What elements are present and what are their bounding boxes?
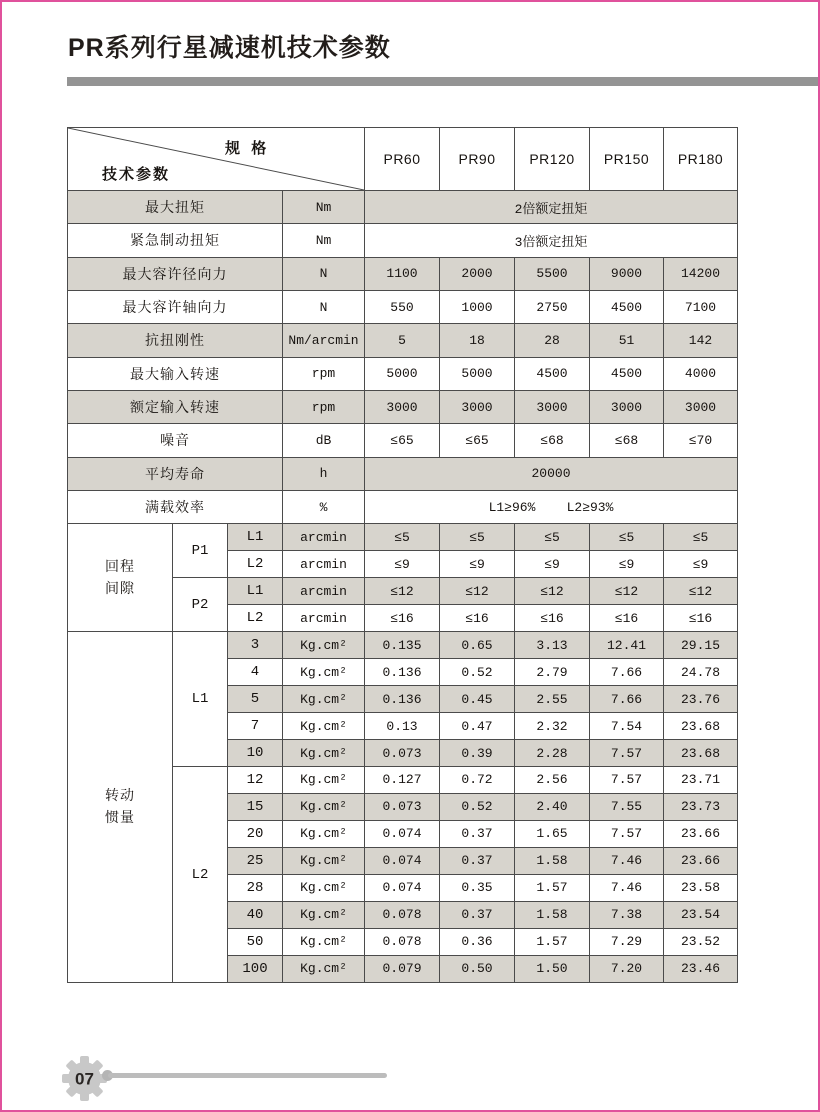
value-cell: 1.58 [515, 901, 590, 928]
inertia-row [68, 632, 738, 659]
footer-rule-line [108, 1073, 387, 1078]
param-label-cell: 最大扭矩 [68, 191, 283, 224]
value-cell: 2750 [515, 290, 590, 323]
value-cell: 0.074 [365, 847, 440, 874]
value-cell: 7.57 [590, 820, 664, 847]
value-cell: 0.39 [440, 740, 515, 767]
value-cell: ≤12 [365, 578, 440, 605]
value-cell: 0.37 [440, 901, 515, 928]
value-cell: 2.32 [515, 713, 590, 740]
value-cell: 2.40 [515, 793, 590, 820]
value-cell: 23.73 [664, 793, 738, 820]
unit-cell: Nm [283, 224, 365, 257]
value-cell: ≤5 [440, 524, 515, 551]
value-cell: ≤16 [365, 605, 440, 632]
value-cell: 0.45 [440, 686, 515, 713]
unit-cell: Kg.cm² [283, 767, 365, 794]
ratio-cell: 3 [228, 632, 283, 659]
value-cell: 12.41 [590, 632, 664, 659]
ratio-cell: 10 [228, 740, 283, 767]
value-cell: ≤9 [664, 551, 738, 578]
value-cell: 3000 [664, 390, 738, 423]
value-cell: ≤12 [664, 578, 738, 605]
value-cell: 0.079 [365, 955, 440, 982]
spec-row [68, 191, 738, 224]
value-cell: ≤16 [664, 605, 738, 632]
value-cell: ≤9 [440, 551, 515, 578]
corner-spec-label: 规 格 [225, 139, 270, 157]
corner-param-label: 技术参数 [102, 165, 171, 183]
value-cell: 2000 [440, 257, 515, 290]
value-cell: ≤12 [515, 578, 590, 605]
value-cell: 2.28 [515, 740, 590, 767]
gear-icon [61, 1055, 108, 1102]
value-cell: 0.72 [440, 767, 515, 794]
value-cell: ≤5 [590, 524, 664, 551]
value-cell: 0.37 [440, 847, 515, 874]
value-cell: 7100 [664, 290, 738, 323]
ratio-cell: 5 [228, 686, 283, 713]
param-label-cell: 最大输入转速 [68, 357, 283, 390]
spec-table [67, 127, 738, 983]
unit-cell: rpm [283, 357, 365, 390]
unit-cell: Kg.cm² [283, 928, 365, 955]
value-cell: ≤16 [515, 605, 590, 632]
value-cell: ≤68 [515, 424, 590, 457]
value-cell: 18 [440, 324, 515, 357]
value-cell: 3000 [440, 390, 515, 423]
value-cell: 23.76 [664, 686, 738, 713]
value-cell: 0.52 [440, 659, 515, 686]
spec-row [68, 324, 738, 357]
value-cell: 0.47 [440, 713, 515, 740]
param-label-cell: 额定输入转速 [68, 390, 283, 423]
param-label-cell: 噪音 [68, 424, 283, 457]
value-cell: 0.078 [365, 901, 440, 928]
value-cell: 1100 [365, 257, 440, 290]
model-header-cell: PR120 [515, 128, 590, 191]
ratio-cell: 25 [228, 847, 283, 874]
unit-cell: Kg.cm² [283, 740, 365, 767]
unit-cell: Kg.cm² [283, 713, 365, 740]
value-cell: 0.136 [365, 686, 440, 713]
value-cell: 23.54 [664, 901, 738, 928]
value-cell: 5000 [365, 357, 440, 390]
value-cell: 7.46 [590, 874, 664, 901]
unit-cell: rpm [283, 390, 365, 423]
unit-cell: Kg.cm² [283, 793, 365, 820]
ratio-cell: 20 [228, 820, 283, 847]
merged-value-cell: L1≥96% L2≥93% [365, 490, 738, 523]
value-cell: 23.58 [664, 874, 738, 901]
value-cell: ≤12 [590, 578, 664, 605]
stage-cell: L2 [228, 551, 283, 578]
value-cell: ≤5 [664, 524, 738, 551]
value-cell: 2.55 [515, 686, 590, 713]
spec-row [68, 290, 738, 323]
value-cell: 2.56 [515, 767, 590, 794]
value-cell: 7.66 [590, 686, 664, 713]
section-label-line: 间隙 [105, 580, 135, 597]
value-cell: ≤70 [664, 424, 738, 457]
ratio-cell: 28 [228, 874, 283, 901]
value-cell: 23.66 [664, 820, 738, 847]
value-cell: 7.29 [590, 928, 664, 955]
value-cell: 7.55 [590, 793, 664, 820]
value-cell: 5500 [515, 257, 590, 290]
value-cell: 0.52 [440, 793, 515, 820]
unit-cell: N [283, 257, 365, 290]
value-cell: 0.073 [365, 740, 440, 767]
value-cell: 3000 [365, 390, 440, 423]
value-cell: ≤68 [590, 424, 664, 457]
value-cell: 5 [365, 324, 440, 357]
value-cell: 0.50 [440, 955, 515, 982]
model-header-cell: PR60 [365, 128, 440, 191]
param-label-cell: 满载效率 [68, 490, 283, 523]
value-cell: 7.38 [590, 901, 664, 928]
value-cell: 1.50 [515, 955, 590, 982]
value-cell: 51 [590, 324, 664, 357]
value-cell: 0.074 [365, 874, 440, 901]
page-title: PR系列行星减速机技术参数 [68, 34, 391, 62]
section-label-cell [68, 524, 173, 632]
value-cell: 4500 [590, 290, 664, 323]
spec-row [68, 490, 738, 523]
value-cell: 9000 [590, 257, 664, 290]
table-header-row [68, 128, 738, 191]
ratio-cell: 7 [228, 713, 283, 740]
unit-cell: arcmin [283, 551, 365, 578]
spec-row [68, 224, 738, 257]
page-number: 07 [75, 1069, 94, 1089]
value-cell: ≤9 [365, 551, 440, 578]
value-cell: ≤16 [440, 605, 515, 632]
stage-group-cell: L1 [173, 632, 228, 767]
value-cell: 7.57 [590, 767, 664, 794]
unit-cell: % [283, 490, 365, 523]
value-cell: 23.46 [664, 955, 738, 982]
unit-cell: N [283, 290, 365, 323]
unit-cell: Kg.cm² [283, 955, 365, 982]
param-label-cell: 最大容许径向力 [68, 257, 283, 290]
value-cell: 23.71 [664, 767, 738, 794]
stage-cell: L1 [228, 524, 283, 551]
value-cell: 0.074 [365, 820, 440, 847]
title-underline-bar [67, 77, 820, 86]
model-header-cell: PR180 [664, 128, 738, 191]
value-cell: 23.52 [664, 928, 738, 955]
value-cell: 0.36 [440, 928, 515, 955]
section-label-cell [68, 632, 173, 983]
merged-value-cell: 20000 [365, 457, 738, 490]
param-label-cell: 抗扭刚性 [68, 324, 283, 357]
value-cell: 0.65 [440, 632, 515, 659]
value-cell: ≤5 [515, 524, 590, 551]
ratio-cell: 50 [228, 928, 283, 955]
unit-cell: Kg.cm² [283, 659, 365, 686]
spec-row [68, 257, 738, 290]
merged-value-cell: 3倍额定扭矩 [365, 224, 738, 257]
unit-cell: Kg.cm² [283, 847, 365, 874]
unit-cell: arcmin [283, 605, 365, 632]
spec-row [68, 424, 738, 457]
param-label-cell: 最大容许轴向力 [68, 290, 283, 323]
value-cell: ≤12 [440, 578, 515, 605]
value-cell: ≤16 [590, 605, 664, 632]
unit-cell: Kg.cm² [283, 901, 365, 928]
value-cell: 1.65 [515, 820, 590, 847]
value-cell: 0.136 [365, 659, 440, 686]
value-cell: 23.68 [664, 713, 738, 740]
value-cell: ≤65 [365, 424, 440, 457]
ratio-cell: 40 [228, 901, 283, 928]
stage-cell: L2 [228, 605, 283, 632]
value-cell: 4000 [664, 357, 738, 390]
section-label-line: 惯量 [105, 810, 135, 827]
value-cell: 4500 [515, 357, 590, 390]
value-cell: 0.127 [365, 767, 440, 794]
unit-cell: Nm [283, 191, 365, 224]
unit-cell: dB [283, 424, 365, 457]
value-cell: 28 [515, 324, 590, 357]
unit-cell: Kg.cm² [283, 820, 365, 847]
ratio-cell: 4 [228, 659, 283, 686]
ratio-cell: 15 [228, 793, 283, 820]
value-cell: 7.66 [590, 659, 664, 686]
unit-cell: Kg.cm² [283, 874, 365, 901]
spec-row [68, 457, 738, 490]
stage-group-cell: L2 [173, 767, 228, 983]
value-cell: 7.54 [590, 713, 664, 740]
unit-cell: Kg.cm² [283, 632, 365, 659]
value-cell: 142 [664, 324, 738, 357]
value-cell: 1.58 [515, 847, 590, 874]
value-cell: 3.13 [515, 632, 590, 659]
value-cell: 7.20 [590, 955, 664, 982]
value-cell: 23.66 [664, 847, 738, 874]
unit-cell: arcmin [283, 524, 365, 551]
spec-row [68, 357, 738, 390]
value-cell: 2.79 [515, 659, 590, 686]
precision-grade-cell: P2 [173, 578, 228, 632]
value-cell: 3000 [590, 390, 664, 423]
value-cell: 0.37 [440, 820, 515, 847]
value-cell: 14200 [664, 257, 738, 290]
value-cell: ≤5 [365, 524, 440, 551]
merged-value-cell: 2倍额定扭矩 [365, 191, 738, 224]
value-cell: 0.35 [440, 874, 515, 901]
section-label-line: 转动 [105, 788, 135, 805]
value-cell: 24.78 [664, 659, 738, 686]
value-cell: 5000 [440, 357, 515, 390]
param-label-cell: 紧急制动扭矩 [68, 224, 283, 257]
value-cell: 550 [365, 290, 440, 323]
value-cell: 23.68 [664, 740, 738, 767]
model-header-cell: PR150 [590, 128, 664, 191]
value-cell: ≤9 [515, 551, 590, 578]
value-cell: 3000 [515, 390, 590, 423]
value-cell: 1.57 [515, 928, 590, 955]
value-cell: 0.13 [365, 713, 440, 740]
value-cell: 1000 [440, 290, 515, 323]
precision-grade-cell: P1 [173, 524, 228, 578]
value-cell: ≤9 [590, 551, 664, 578]
value-cell: 29.15 [664, 632, 738, 659]
model-header-cell: PR90 [440, 128, 515, 191]
backlash-row [68, 524, 738, 551]
ratio-cell: 100 [228, 955, 283, 982]
value-cell: 0.073 [365, 793, 440, 820]
value-cell: 0.135 [365, 632, 440, 659]
unit-cell: h [283, 457, 365, 490]
stage-cell: L1 [228, 578, 283, 605]
table-corner-cell [68, 128, 365, 191]
spec-row [68, 390, 738, 423]
unit-cell: Nm/arcmin [283, 324, 365, 357]
ratio-cell: 12 [228, 767, 283, 794]
param-label-cell: 平均寿命 [68, 457, 283, 490]
value-cell: 0.078 [365, 928, 440, 955]
value-cell: 1.57 [515, 874, 590, 901]
value-cell: 7.46 [590, 847, 664, 874]
unit-cell: Kg.cm² [283, 686, 365, 713]
spec-table-container [67, 127, 738, 983]
unit-cell: arcmin [283, 578, 365, 605]
value-cell: 4500 [590, 357, 664, 390]
section-label-line: 回程 [105, 558, 135, 575]
value-cell: 7.57 [590, 740, 664, 767]
value-cell: ≤65 [440, 424, 515, 457]
